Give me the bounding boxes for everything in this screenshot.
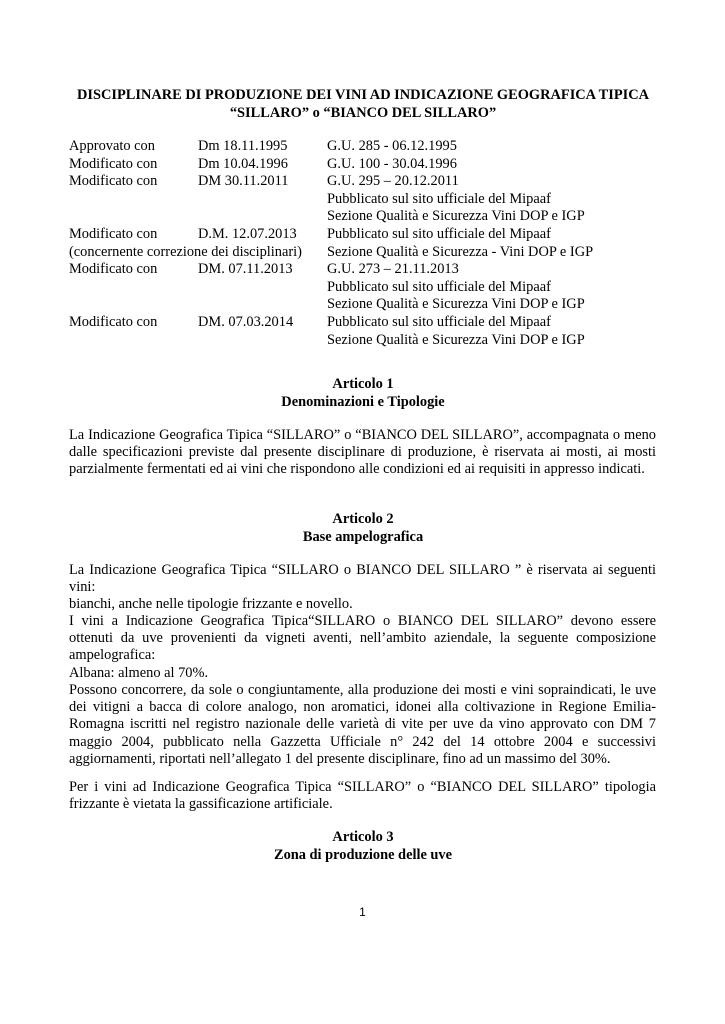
document-title — [60, 86, 666, 122]
history-decree: DM 30.11.2011 — [198, 173, 289, 190]
article-2-heading — [60, 510, 666, 546]
history-reference: G.U. 100 - 30.04.1996 — [327, 155, 457, 172]
history-decree: Dm 10.04.1996 — [198, 155, 288, 172]
history-decree: D.M. 12.07.2013 — [198, 225, 297, 242]
article-1-title: Denominazioni e Tipologie — [281, 394, 445, 410]
history-action: Modificato con — [69, 261, 158, 278]
article-3-heading — [60, 828, 666, 864]
article-2-paragraph: bianchi, anche nelle tipologie frizzante e novello. — [69, 596, 353, 612]
history-action: (concernente correzione dei disciplinari) — [69, 243, 302, 260]
article-2-paragraph: I vini a Indicazione Geografica Tipica“SILLARO o BIANCO DEL SILLARO” devono essere ottenuti da uve provenienti da vigneti aventi, nell’ambito aziendale, la seguente composizione ampelografica: — [69, 613, 656, 664]
article-2-paragraph: Per i vini ad Indicazione Geografica Tipica “SILLARO” o “BIANCO DEL SILLARO” tipologia frizzante è vietata la gassificazione artificiale. — [69, 779, 656, 813]
history-decree: DM. 07.03.2014 — [198, 313, 294, 330]
title-line-2: “SILLARO” o “BIANCO DEL SILLARO” — [229, 105, 497, 121]
history-action: Modificato con — [69, 225, 158, 242]
history-reference: G.U. 273 – 21.11.2013 — [327, 261, 459, 278]
article-2-paragraph: Albana: almeno al 70%. — [69, 665, 209, 681]
article-2-paragraph: La Indicazione Geografica Tipica “SILLARO o BIANCO DEL SILLARO ” è riservata ai seguenti vini: — [69, 562, 656, 596]
article-2-title: Base ampelografica — [302, 529, 424, 545]
article-1-text: La Indicazione Geografica Tipica “SILLARO” o “BIANCO DEL SILLARO”, accompagnata o meno dalle specificazioni previste dal presente disciplinare di produzione, è riservata ai mosti, ai mosti parzialmente fermentati ed ai vini che rispondono alle condizioni ed ai requisiti in appresso indicati. — [69, 427, 656, 478]
history-action: Approvato con — [69, 138, 155, 154]
history-action: Modificato con — [69, 155, 158, 172]
page-number: 1 — [359, 905, 366, 919]
article-1-number: Articolo 1 — [332, 376, 394, 392]
history-reference: G.U. 285 - 06.12.1995 — [327, 138, 457, 154]
history-reference: Pubblicato sul sito ufficiale del Mipaaf — [327, 225, 551, 242]
history-reference: Pubblicato sul sito ufficiale del Mipaaf — [327, 190, 551, 207]
history-reference: Sezione Qualità e Sicurezza - Vini DOP e IGP — [327, 243, 594, 260]
history-reference: G.U. 295 – 20.12.2011 — [327, 173, 459, 190]
history-reference: Sezione Qualità e Sicurezza Vini DOP e IGP — [327, 296, 585, 313]
history-reference: Pubblicato sul sito ufficiale del Mipaaf — [327, 278, 551, 295]
article-1-heading — [60, 375, 666, 411]
article-2-number: Articolo 2 — [332, 511, 394, 527]
history-reference: Sezione Qualità e Sicurezza Vini DOP e IGP — [327, 208, 585, 225]
history-reference: Sezione Qualità e Sicurezza Vini DOP e IGP — [327, 331, 585, 348]
history-decree: Dm 18.11.1995 — [198, 138, 288, 154]
history-reference: Pubblicato sul sito ufficiale del Mipaaf — [327, 313, 551, 330]
history-action: Modificato con — [69, 173, 158, 190]
article-3-title: Zona di produzione delle uve — [273, 847, 453, 863]
article-2-paragraph: Possono concorrere, da sole o congiuntamente, alla produzione dei mosti e vini sopraindicati, le uve dei vitigni a bacca di colore analogo, non aromatici, idonei alla coltivazione in Regione Emilia-Romagna iscritti nel registro nazionale delle varietà di vite per uve da vino approvato con DM 7 maggio 2004, pubblicato nella Gazzetta Ufficiale n° 242 del 14 ottobre 2004 e successivi aggiornamenti, riportati nell’allegato 1 del presente disciplinare, fino ad un massimo del 30%. — [69, 682, 656, 767]
history-action: Modificato con — [69, 313, 158, 330]
title-line-1: DISCIPLINARE DI PRODUZIONE DEI VINI AD INDICAZIONE GEOGRAFICA TIPICA — [77, 87, 649, 103]
article-3-number: Articolo 3 — [332, 829, 394, 845]
history-decree: DM. 07.11.2013 — [198, 261, 293, 278]
